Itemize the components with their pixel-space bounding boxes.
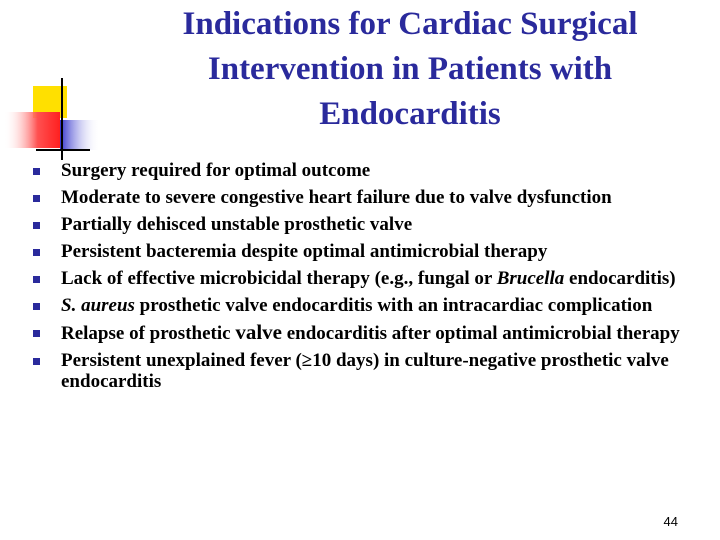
bullet-square-icon bbox=[33, 249, 40, 256]
bullet-square-icon bbox=[33, 358, 40, 365]
bullet-square-icon bbox=[33, 195, 40, 202]
bullet-item: Moderate to severe congestive heart failure due to valve dysfunction bbox=[33, 187, 713, 208]
bullet-item: Lack of effective microbicidal therapy (e.g., fungal or Brucella endocarditis) bbox=[33, 268, 713, 289]
blue-square bbox=[60, 120, 100, 150]
bullet-item: Relapse of prosthetic valve endocarditis after optimal antimicrobial therapy bbox=[33, 322, 713, 344]
bullet-item: Persistent bacteremia despite optimal antimicrobial therapy bbox=[33, 241, 713, 262]
decorative-squares-graphic bbox=[0, 0, 110, 170]
bullet-item: S. aureus prosthetic valve endocarditis with an intracardiac complication bbox=[33, 295, 713, 316]
slide-title bbox=[110, 2, 710, 137]
red-square bbox=[4, 112, 60, 148]
bullet-square-icon bbox=[33, 168, 40, 175]
bullet-square-icon bbox=[33, 222, 40, 229]
page-number: 44 bbox=[663, 514, 678, 529]
bullet-square-icon bbox=[33, 276, 40, 283]
bullet-item: Partially dehisced unstable prosthetic valve bbox=[33, 214, 713, 235]
bullet-item: Persistent unexplained fever (≥10 days) in culture-negative prosthetic valve endocarditis bbox=[33, 350, 713, 392]
bullet-square-icon bbox=[33, 330, 40, 337]
bullet-item: Surgery required for optimal outcome bbox=[33, 160, 713, 181]
bullet-square-icon bbox=[33, 303, 40, 310]
bullet-list bbox=[33, 160, 713, 398]
title-line-1: Indications for Cardiac Surgical bbox=[182, 6, 638, 42]
title-line-3: Endocarditis bbox=[319, 96, 501, 132]
title-line-2: Intervention in Patients with bbox=[207, 51, 613, 87]
